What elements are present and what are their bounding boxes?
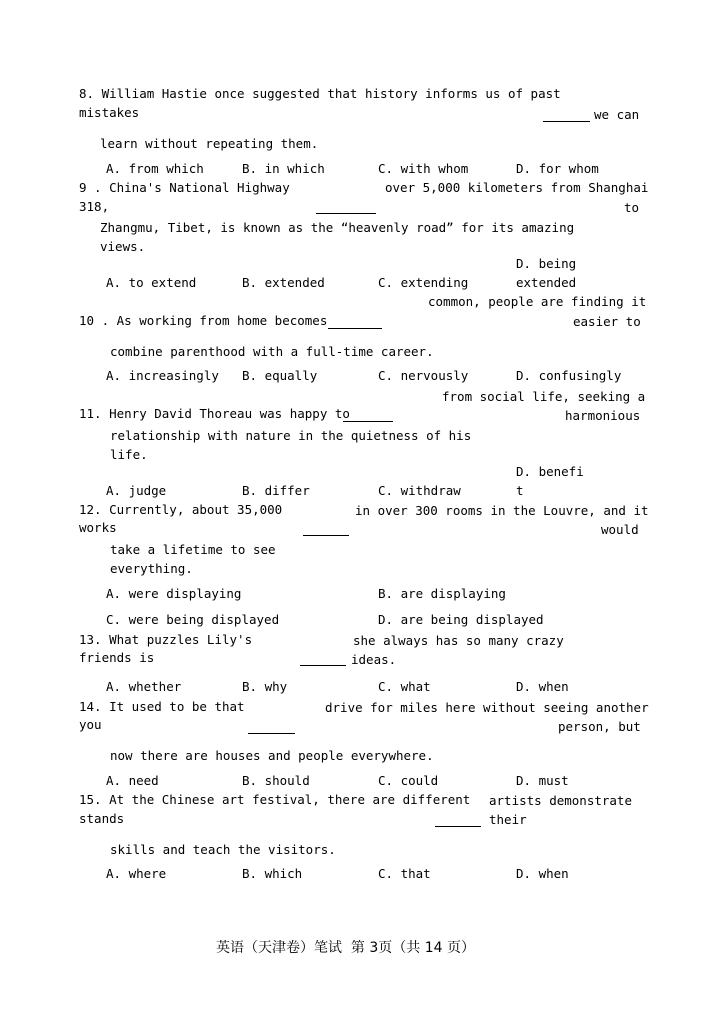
q14-stem: 14. It used to be that	[79, 699, 245, 714]
q9-option-b[interactable]: B. extended	[242, 275, 325, 290]
q13-stem-cont: she always has so many crazy	[353, 633, 564, 648]
q11-stem-cont3: life.	[110, 447, 148, 462]
q12-option-c[interactable]: C. were being displayed	[106, 612, 280, 627]
q8-stem-cont2: we can	[594, 107, 640, 122]
q13-stem-cont2: friends is	[79, 650, 155, 665]
q9-stem-cont5: views.	[100, 239, 146, 254]
q9-stem: 9 . China's National Highway	[79, 180, 290, 195]
q13-option-c[interactable]: C. what	[378, 679, 431, 694]
q13-stem: 13. What puzzles Lily's	[79, 632, 253, 647]
q12-answer-blank[interactable]	[303, 535, 349, 536]
q11-answer-blank[interactable]	[343, 421, 393, 422]
q12-stem-cont: in over 300 rooms in the Louvre, and it	[355, 503, 649, 518]
q9-stem-cont3: to	[624, 200, 640, 215]
q11-stem-pre: from social life, seeking a	[442, 389, 646, 404]
q13-answer-blank[interactable]	[300, 665, 346, 666]
q14-stem-cont2: you	[79, 717, 102, 732]
q8-stem-cont: mistakes	[79, 105, 140, 120]
q15-answer-blank[interactable]	[435, 826, 481, 827]
q11-option-d[interactable]: D. benefi	[516, 464, 584, 479]
q10-answer-blank[interactable]	[328, 328, 382, 329]
q11-stem: 11. Henry David Thoreau was happy to	[79, 406, 350, 421]
q13-stem-cont3: ideas.	[351, 652, 397, 667]
q8-option-c[interactable]: C. with whom	[378, 161, 469, 176]
q8-answer-blank[interactable]	[543, 121, 590, 122]
q15-stem-cont: artists demonstrate	[489, 793, 632, 808]
q9-stem-cont4: Zhangmu, Tibet, is known as the “heavenly road” for its amazing	[100, 220, 575, 235]
q11-stem-cont2: relationship with nature in the quietness of his	[110, 428, 472, 443]
q10-option-d[interactable]: D. confusingly	[516, 368, 622, 383]
q10-stem-cont: easier to	[573, 314, 641, 329]
q10-option-b[interactable]: B. equally	[242, 368, 318, 383]
q10-stem-cont2: combine parenthood with a full-time career.	[110, 344, 434, 359]
q15-stem: 15. At the Chinese art festival, there are different	[79, 792, 471, 807]
q15-option-a[interactable]: A. where	[106, 866, 167, 881]
q12-stem-cont3: would	[601, 522, 639, 537]
q11-option-b[interactable]: B. differ	[242, 483, 310, 498]
q14-stem-cont4: now there are houses and people everywhere.	[110, 748, 434, 763]
q12-stem: 12. Currently, about 35,000	[79, 502, 283, 517]
q14-answer-blank[interactable]	[248, 733, 295, 734]
q10-option-a[interactable]: A. increasingly	[106, 368, 219, 383]
q14-option-d[interactable]: D. must	[516, 773, 569, 788]
q15-option-b[interactable]: B. which	[242, 866, 303, 881]
q10-stem: 10 . As working from home becomes	[79, 313, 328, 328]
q14-option-a[interactable]: A. need	[106, 773, 159, 788]
q11-stem-cont: harmonious	[565, 408, 641, 423]
q8-option-d[interactable]: D. for whom	[516, 161, 599, 176]
q15-option-c[interactable]: C. that	[378, 866, 431, 881]
q10-option-c[interactable]: C. nervously	[378, 368, 469, 383]
q9-stem-cont: over 5,000 kilometers from Shanghai	[385, 180, 649, 195]
q15-stem-cont4: skills and teach the visitors.	[110, 842, 336, 857]
q12-option-a[interactable]: A. were displaying	[106, 586, 242, 601]
q11-option-c[interactable]: C. withdraw	[378, 483, 461, 498]
q11-option-a[interactable]: A. judge	[106, 483, 167, 498]
q9-option-d[interactable]: D. being	[516, 256, 577, 271]
q13-option-a[interactable]: A. whether	[106, 679, 182, 694]
q8-stem-cont3: learn without repeating them.	[100, 136, 319, 151]
q8-option-a[interactable]: A. from which	[106, 161, 204, 176]
q8-option-b[interactable]: B. in which	[242, 161, 325, 176]
q9-answer-blank[interactable]	[316, 213, 376, 214]
q12-option-b[interactable]: B. are displaying	[378, 586, 506, 601]
q14-stem-cont3: person, but	[558, 719, 641, 734]
q14-stem-cont: drive for miles here without seeing another	[325, 700, 649, 715]
q12-stem-cont4: take a lifetime to see	[110, 542, 276, 557]
q15-stem-cont3: their	[489, 812, 527, 827]
q8-stem: 8. William Hastie once suggested that history informs us of past	[79, 86, 561, 101]
q15-option-d[interactable]: D. when	[516, 866, 569, 881]
page-footer: 英语（天津卷）笔试 第 3页（共 14 页）	[216, 940, 475, 956]
q13-option-d[interactable]: D. when	[516, 679, 569, 694]
q11-option-d-cont: t	[516, 483, 524, 498]
q14-option-c[interactable]: C. could	[378, 773, 439, 788]
q9-option-a[interactable]: A. to extend	[106, 275, 197, 290]
q9-option-d-word: extended	[516, 275, 577, 290]
q10-stem-pre: common, people are finding it	[428, 294, 647, 309]
q13-option-b[interactable]: B. why	[242, 679, 288, 694]
q15-stem-cont2: stands	[79, 811, 125, 826]
q14-option-b[interactable]: B. should	[242, 773, 310, 788]
q9-option-c[interactable]: C. extending	[378, 275, 469, 290]
q12-stem-cont2: works	[79, 520, 117, 535]
q12-option-d[interactable]: D. are being displayed	[378, 612, 544, 627]
q12-stem-cont5: everything.	[110, 561, 193, 576]
q9-stem-cont2: 318,	[79, 199, 110, 214]
